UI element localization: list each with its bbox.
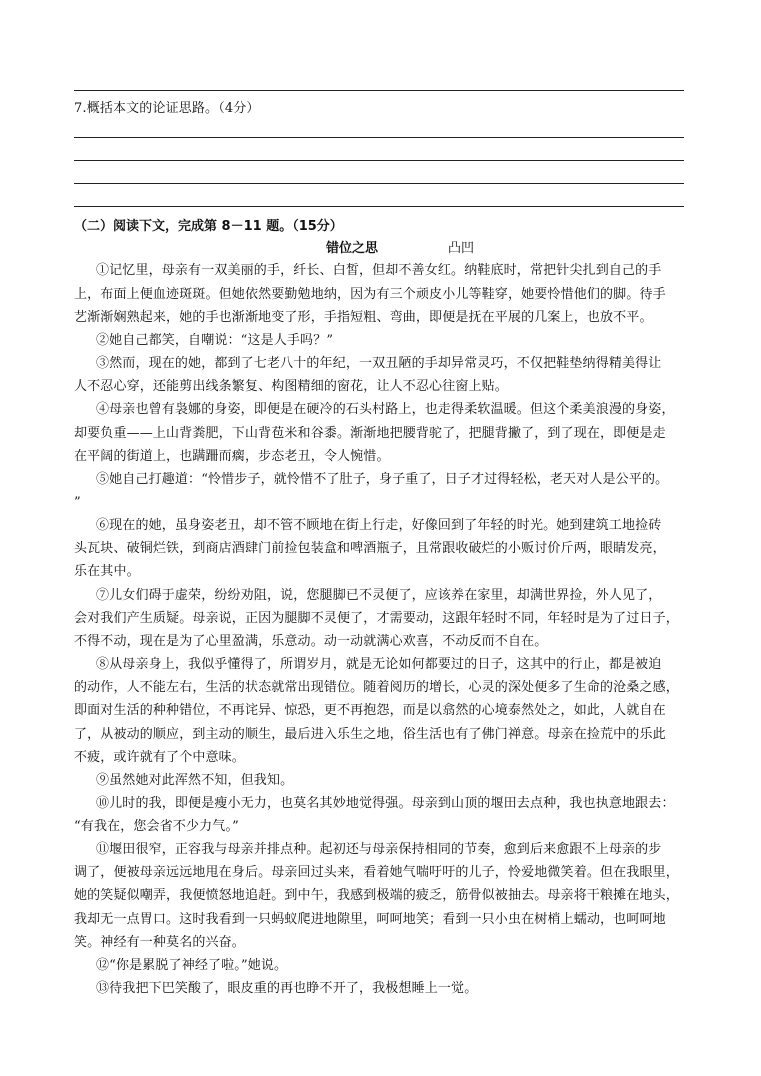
text-line: 不疲，或许就有了个中意味。 [74, 750, 245, 765]
text-line: ⑬待我把下巴笑酸了，眼皮重的再也睁不开了，我极想睡上一觉。 [96, 981, 478, 996]
text-line: ⑥现在的她，虽身姿老丑，却不管不顾地在街上行走，好像回到了年轻的时光。她到建筑工地捡砖 [96, 518, 662, 533]
text-line: 上，布面上便血迹斑斑。但她依然要勤勉地纳，因为有三个顽皮小儿等鞋穿，她要怜惜他们的脚。待手 [74, 287, 666, 302]
text-line: 不得不动，现在是为了心里盈满，乐意动。动一动就满心欢喜，不动反而不自在。 [74, 634, 548, 649]
text-line: “有我在，您会省不少力气。” [74, 819, 239, 834]
question-7: 7.概括本文的论证思路。（4分） [74, 101, 260, 116]
text-line: 却要负重——上山背粪肥，下山背苞米和谷黍。渐渐地把腰背驼了，把腿背撇了，到了现在，即便是走 [74, 426, 666, 441]
text-line: ⑫“你是累脱了神经了啦。”她说。 [96, 958, 288, 973]
text-line: ⑤她自己打趣道：“怜惜步子，就怜惜不了肚子，身子重了，日子才过得轻松，老天对人是公平的。 [96, 472, 669, 487]
text-line: ①记忆里，母亲有一双美丽的手，纤长、白皙，但却不善女红。纳鞋底时，常把针尖扎到自己的手 [96, 263, 662, 278]
text-line: ⑨虽然她对此浑然不知，但我知。 [96, 773, 294, 788]
answer-line [74, 183, 684, 184]
text-line: 人不忍心穿，还能剪出线条繁复、构图精细的窗花，让人不忍心往窗上贴。 [74, 379, 508, 394]
text-line: 我却无一点胃口。这时我看到一只蚂蚁爬进地隙里，呵呵地笑；看到一只小虫在树梢上蠕动，也呵呵地 [74, 912, 666, 927]
text-line: 她的笑疑似嘲弄，我便愤怒地追赶。到中午，我感到极端的疲乏，筋骨似被抽去。母亲将干粮摊在地头， [74, 888, 679, 903]
answer-line [74, 206, 684, 207]
text-line: 的动作，人不能左右，生活的状态就常出现错位。随着阅历的增长，心灵的深处便多了生命的沧桑之感， [74, 680, 679, 695]
answer-line [74, 160, 684, 161]
text-line: 了，从被动的顺应，到主动的顺生，最后进入乐生之地，俗生活也有了佛门禅意。母亲在捡荒中的乐此 [74, 727, 666, 742]
answer-line [74, 90, 684, 91]
text-line: 会对我们产生质疑。母亲说，正因为腿脚不灵便了，才需要动，这跟年轻时不同，年轻时是为了过日子， [74, 611, 679, 626]
text-line: 即面对生活的种种错位，不再诧异、惊恐，更不再抱怨，而是以翕然的心境泰然处之，如此，人就自在 [74, 703, 666, 718]
text-line: 在平阔的街道上，也蹒跚而瘸，步态老丑，令人惋惜。 [74, 449, 390, 464]
text-line: ⑦儿女们碍于虚荣，纷纷劝阻，说，您腿脚已不灵便了，应该养在家里，却满世界捡，外人见了， [96, 588, 662, 603]
text-line: ②她自己都笑，自嘲说：“这是人手吗？” [96, 333, 334, 348]
text-line: 调了，便被母亲远远地甩在身后。母亲回过头来，看着她气喘吁吁的儿子，怜爱地微笑着。但在我眼里， [74, 865, 679, 880]
text-line: ” [74, 495, 81, 510]
answer-line [74, 137, 684, 138]
article-title: 错位之思 [326, 241, 379, 256]
section-heading: （二）阅读下文，完成第 8－11 题。（15分） [74, 219, 343, 234]
text-line: ③然而，现在的她，都到了七老八十的年纪，一双丑陋的手却异常灵巧，不仅把鞋垫纳得精美得让 [96, 356, 662, 371]
article-author: 凸凹 [448, 241, 475, 256]
text-line: ④母亲也曾有袅娜的身姿，即便是在硬冷的石头村路上，也走得柔软温暖。但这个柔美浪漫的身姿， [96, 402, 675, 417]
text-line: ⑧从母亲身上，我似乎懂得了，所谓岁月，就是无论如何都要过的日子，这其中的行止，都是被迫 [96, 657, 662, 672]
text-line: 乐在其中。 [74, 564, 140, 579]
text-line: 笑。神经有一种莫名的兴奋。 [74, 935, 245, 950]
text-line: 艺渐渐娴熟起来，她的手也渐渐地变了形，手指短粗、弯曲，即便是抚在平展的几案上，也放不平。 [74, 310, 653, 325]
text-line: ⑩儿时的我，即便是瘦小无力，也莫名其妙地觉得强。母亲到山顶的堰田去点种，我也执意地跟去： [96, 796, 675, 811]
text-line: ⑪堰田很窄，正容我与母亲并排点种。起初还与母亲保持相同的节奏，愈到后来愈跟不上母亲的步 [96, 842, 662, 857]
text-line: 头瓦块、破铜烂铁，到商店酒肆门前捡包装盒和啤酒瓶子，且常跟收破烂的小贩讨价斤两，眼睛发亮， [74, 541, 666, 556]
